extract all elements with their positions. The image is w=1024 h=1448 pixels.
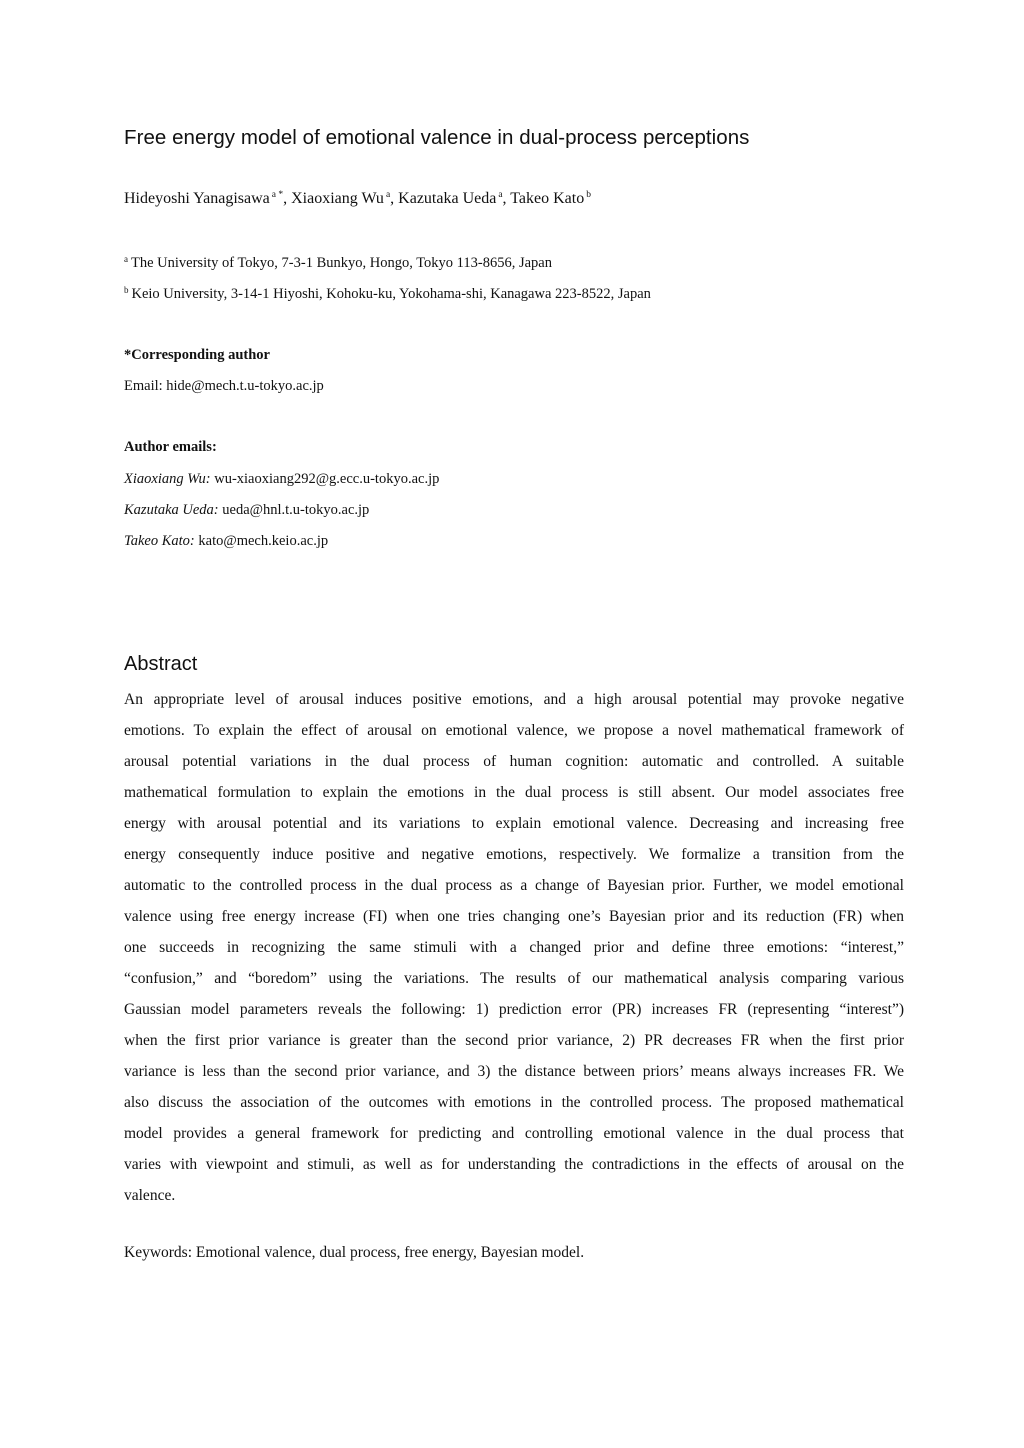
corresponding-author-email[interactable]: Email: hide@mech.t.u-tokyo.ac.jp	[124, 378, 324, 394]
affiliation-mark: a	[124, 254, 128, 264]
abstract-line: model provides a general framework for predicting and controlling emotional valence in the dual process that	[124, 1125, 904, 1142]
author-emails-heading: Author emails:	[124, 439, 217, 455]
abstract-line: variance is less than the second prior variance, and 3) the distance between priors’ means always increases FR. We	[124, 1063, 904, 1080]
paper-title: Free energy model of emotional valence in dual-process perceptions	[124, 126, 750, 149]
author-affiliation-mark: a	[498, 190, 503, 200]
author-email-entry	[124, 533, 328, 550]
abstract-line: “confusion,” and “boredom” using the variations. The results of our mathematical analysis comparing various	[124, 970, 904, 987]
author-separator: ,	[283, 190, 292, 207]
abstract-line: varies with viewpoint and stimuli, as well as for understanding the contradictions in the effects of arousal on the	[124, 1156, 904, 1173]
affiliation-text: The University of Tokyo, 7-3-1 Bunkyo, Hongo, Tokyo 113-8656, Japan	[131, 255, 552, 271]
abstract-line: emotions. To explain the effect of arousal on emotional valence, we propose a novel mathematical framework of	[124, 722, 904, 739]
abstract-line: automatic to the controlled process in the dual process as a change of Bayesian prior. Further, we model emotional	[124, 877, 904, 894]
corresponding-author-heading: *Corresponding author	[124, 347, 270, 363]
affiliation-mark: b	[124, 285, 129, 295]
abstract-body	[124, 684, 904, 1211]
abstract-line: mathematical formulation to explain the emotions in the dual process is still absent. Our model associates free	[124, 784, 904, 801]
author-name: Takeo Kato	[510, 190, 585, 207]
author-email-address[interactable]: wu-xiaoxiang292@g.ecc.u-tokyo.ac.jp	[214, 471, 440, 487]
author-separator: ,	[502, 190, 511, 207]
author-name: Kazutaka Ueda	[398, 190, 497, 207]
abstract-line: when the first prior variance is greater than the second prior variance, 2) PR decreases FR when the first prior	[124, 1032, 904, 1049]
author-affiliation-mark: a *	[271, 190, 284, 200]
abstract-line: energy with arousal potential and its variations to explain emotional valence. Decreasing and increasing free	[124, 815, 904, 832]
author-email-name: Takeo Kato:	[124, 533, 195, 549]
abstract-line: also discuss the association of the outcomes with emotions in the controlled process. The proposed mathematical	[124, 1094, 904, 1111]
abstract-line: An appropriate level of arousal induces positive emotions, and a high arousal potential may provoke negative	[124, 691, 904, 708]
author-email-entry	[124, 471, 439, 488]
abstract-line: one succeeds in recognizing the same stimuli with a changed prior and define three emotions: “interest,”	[124, 939, 904, 956]
abstract-line: arousal potential variations in the dual process of human cognition: automatic and controlled. A suitable	[124, 753, 904, 770]
abstract-heading: Abstract	[124, 653, 198, 675]
abstract-line: Gaussian model parameters reveals the following: 1) prediction error (PR) increases FR (representing “interest”)	[124, 1001, 904, 1018]
author-email-name: Xiaoxiang Wu:	[124, 471, 211, 487]
keywords: Keywords: Emotional valence, dual process, free energy, Bayesian model.	[124, 1244, 585, 1261]
abstract-line: valence.	[124, 1187, 176, 1204]
abstract-line: valence using free energy increase (FI) when one tries changing one’s Bayesian prior and its reduction (FR) when	[124, 908, 904, 925]
affiliation-b	[124, 285, 651, 303]
author-name: Xiaoxiang Wu	[291, 190, 384, 207]
author-affiliation-mark: a	[385, 190, 391, 200]
author-name: Hideyoshi Yanagisawa	[124, 190, 270, 207]
author-email-name: Kazutaka Ueda:	[124, 502, 219, 518]
affiliation-text: Keio University, 3-14-1 Hiyoshi, Kohoku-ku, Yokohama-shi, Kanagawa 223-8522, Japan	[131, 286, 651, 302]
author-email-address[interactable]: kato@mech.keio.ac.jp	[198, 533, 329, 549]
author-list	[124, 190, 591, 208]
author-affiliation-mark: b	[586, 190, 591, 200]
author-separator: ,	[390, 190, 399, 207]
author-email-entry	[124, 502, 369, 519]
abstract-line: energy consequently induce positive and negative emotions, respectively. We formalize a transition from the	[124, 846, 904, 863]
author-email-address[interactable]: ueda@hnl.t.u-tokyo.ac.jp	[222, 502, 370, 518]
affiliation-a	[124, 254, 552, 272]
